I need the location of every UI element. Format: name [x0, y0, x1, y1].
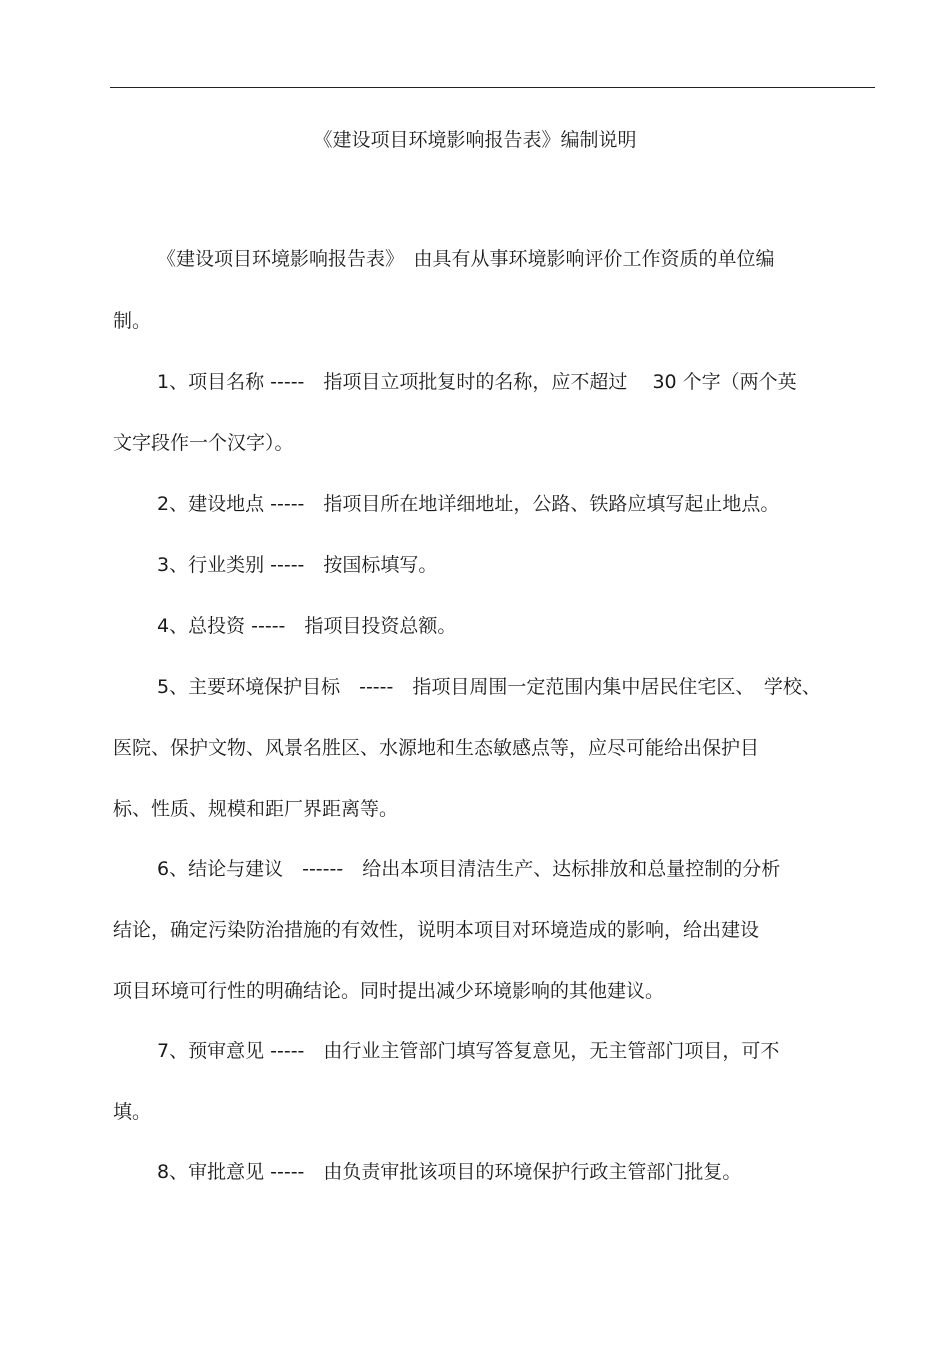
item-6-line-2: 结论，确定污染防治措施的有效性，说明本项目对环境造成的影响，给出建设 [113, 919, 760, 941]
intro-line-1: 《建设项目环境影响报告表》 由具有从事环境影响评价工作资质的单位编 [157, 248, 775, 270]
item-5-line-1: 5、主要环境保护目标 ----- 指项目周围一定范围内集中居民住宅区、 学校、 [157, 676, 821, 698]
item-7-line-1: 7、预审意见 ----- 由行业主管部门填写答复意见，无主管部门项目，可不 [157, 1040, 780, 1062]
item-6-line-3: 项目环境可行性的明确结论。同时提出减少环境影响的其他建议。 [113, 980, 665, 1002]
header-rule [110, 87, 875, 88]
document-title: 《建设项目环境影响报告表》编制说明 [313, 129, 637, 151]
item-5-line-3: 标、性质、规模和距厂界距离等。 [113, 798, 399, 820]
item-4-line: 4、总投资 ----- 指项目投资总额。 [157, 615, 457, 637]
item-1-line-2: 文字段作一个汉字）。 [113, 432, 294, 454]
item-5-line-2: 医院、保护文物、风景名胜区、水源地和生态敏感点等，应尽可能给出保护目 [113, 737, 760, 759]
item-8-line: 8、审批意见 ----- 由负责审批该项目的环境保护行政主管部门批复。 [157, 1161, 742, 1183]
item-7-line-2: 填。 [113, 1101, 152, 1123]
intro-line-2: 制。 [113, 310, 152, 332]
item-2-line: 2、建设地点 ----- 指项目所在地详细地址，公路、铁路应填写起止地点。 [157, 493, 780, 515]
item-1-line-1: 1、项目名称 ----- 指项目立项批复时的名称，应不超过 30 个字（两个英 [157, 371, 797, 393]
item-6-line-1: 6、结论与建议 ------ 给出本项目清洁生产、达标排放和总量控制的分析 [157, 858, 781, 880]
item-3-line: 3、行业类别 ----- 按国标填写。 [157, 554, 438, 576]
